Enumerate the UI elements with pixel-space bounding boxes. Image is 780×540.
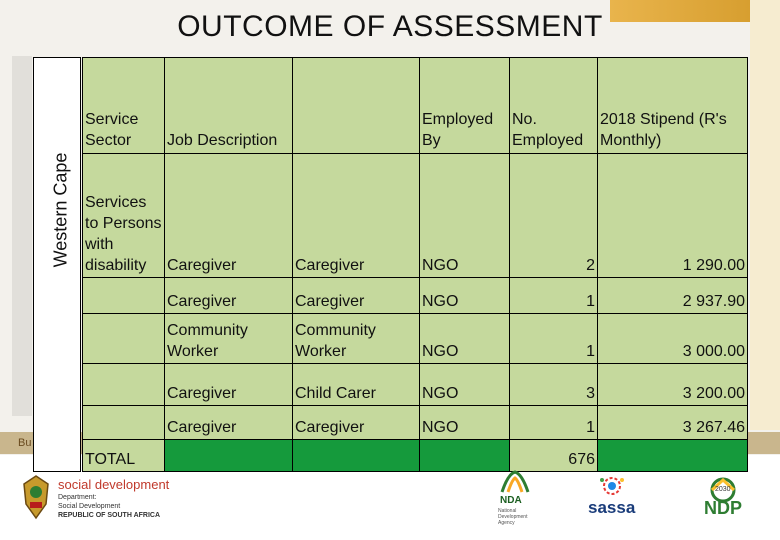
cell-employer: NGO bbox=[420, 154, 510, 278]
decorative-gray-panel bbox=[12, 56, 32, 416]
assessment-table bbox=[82, 57, 748, 472]
total-label: TOTAL bbox=[83, 440, 165, 472]
cell-role: Caregiver bbox=[293, 278, 420, 314]
cell-employer: NGO bbox=[420, 364, 510, 406]
nda-emblem-icon bbox=[498, 470, 532, 496]
table-row bbox=[83, 278, 748, 314]
table-header-row bbox=[83, 58, 748, 154]
cell-count: 3 bbox=[510, 364, 598, 406]
total-empty-cell bbox=[420, 440, 510, 472]
cell-sector bbox=[83, 278, 165, 314]
dept-line-1: Department: bbox=[58, 494, 97, 501]
cell-role: Child Carer bbox=[293, 364, 420, 406]
header-no-employed: No. Employed bbox=[510, 58, 598, 154]
cell-stipend: 3 200.00 bbox=[598, 364, 748, 406]
coat-of-arms-icon bbox=[18, 474, 54, 522]
total-row bbox=[83, 440, 748, 472]
sassa-emblem-icon bbox=[590, 474, 634, 496]
footer-stripe-text: Bu bbox=[18, 437, 32, 449]
header-employed-by: Employed By bbox=[420, 58, 510, 154]
cell-role: Community Worker bbox=[293, 314, 420, 364]
cell-sector bbox=[83, 364, 165, 406]
header-service-sector: Service Sector bbox=[83, 58, 165, 154]
total-empty-cell bbox=[598, 440, 748, 472]
table-row bbox=[83, 314, 748, 364]
cell-employer: NGO bbox=[420, 314, 510, 364]
cell-job: Community Worker bbox=[165, 314, 293, 364]
nda-sublabel: National Development Agency bbox=[498, 508, 528, 526]
cell-sector: Services to Persons with disability bbox=[83, 154, 165, 278]
cell-job: Caregiver bbox=[165, 278, 293, 314]
cell-employer: NGO bbox=[420, 406, 510, 440]
cell-count: 1 bbox=[510, 406, 598, 440]
cell-count: 2 bbox=[510, 154, 598, 278]
cell-stipend: 3 267.46 bbox=[598, 406, 748, 440]
cell-job: Caregiver bbox=[165, 154, 293, 278]
header-blank bbox=[293, 58, 420, 154]
ndp-year: 2030 bbox=[715, 486, 731, 493]
decorative-side-panel bbox=[750, 0, 780, 430]
total-empty-cell bbox=[165, 440, 293, 472]
total-empty-cell bbox=[293, 440, 420, 472]
ndp-label: NDP bbox=[704, 498, 743, 518]
cell-count: 1 bbox=[510, 314, 598, 364]
table-row bbox=[83, 406, 748, 440]
dept-logo-name: social development bbox=[58, 477, 170, 492]
province-label: Western Cape bbox=[50, 152, 71, 268]
nda-label: NDA bbox=[500, 495, 522, 506]
cell-stipend: 2 937.90 bbox=[598, 278, 748, 314]
cell-role: Caregiver bbox=[293, 406, 420, 440]
cell-count: 1 bbox=[510, 278, 598, 314]
cell-role: Caregiver bbox=[293, 154, 420, 278]
dept-line-2: Social Development bbox=[58, 503, 121, 510]
table-row bbox=[83, 154, 748, 278]
cell-employer: NGO bbox=[420, 278, 510, 314]
header-stipend: 2018 Stipend (R's Monthly) bbox=[598, 58, 748, 154]
cell-job: Caregiver bbox=[165, 406, 293, 440]
cell-sector bbox=[83, 314, 165, 364]
total-count: 676 bbox=[510, 440, 598, 472]
page-title: OUTCOME OF ASSESSMENT bbox=[177, 10, 603, 43]
cell-sector bbox=[83, 406, 165, 440]
header-job-description: Job Description bbox=[165, 58, 293, 154]
dept-line-3: REPUBLIC OF SOUTH AFRICA bbox=[58, 512, 161, 519]
cell-stipend: 3 000.00 bbox=[598, 314, 748, 364]
sassa-label: sassa bbox=[588, 498, 636, 517]
cell-job: Caregiver bbox=[165, 364, 293, 406]
cell-stipend: 1 290.00 bbox=[598, 154, 748, 278]
table-row bbox=[83, 364, 748, 406]
